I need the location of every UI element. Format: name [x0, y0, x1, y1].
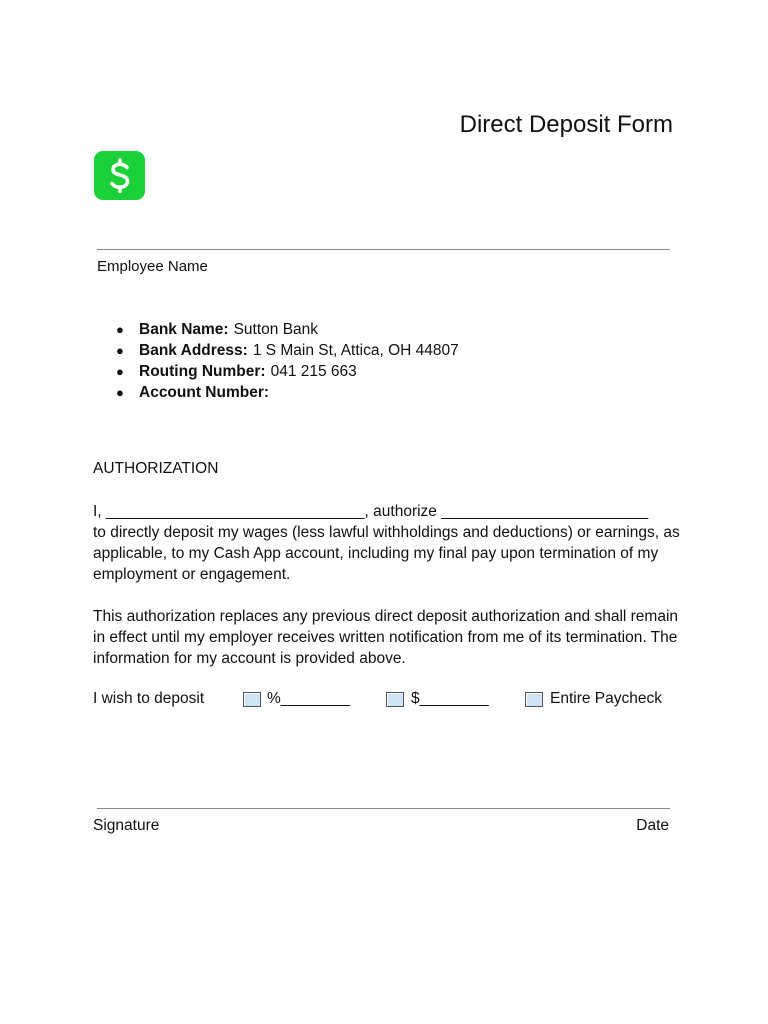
entire-paycheck-text: Entire Paycheck: [550, 690, 662, 707]
list-item: [116, 382, 459, 403]
deposit-label: I wish to deposit: [93, 690, 205, 707]
bullet-icon: ●: [116, 364, 124, 379]
authorization-text: to directly deposit my wages (less lawful withholdings and deductions) or earnings, as applicable, to my Cash App account, including my final pay upon termination of my employment or engagement.: [93, 524, 680, 583]
list-item: [116, 319, 459, 340]
entire-paycheck-checkbox[interactable]: [525, 692, 543, 707]
signature-line[interactable]: [97, 808, 670, 809]
bank-name-value: Sutton Bank: [233, 321, 319, 338]
employee-name-label: Employee Name: [97, 258, 208, 275]
date-label: Date: [636, 817, 669, 834]
employee-name-line[interactable]: [97, 249, 670, 250]
authorization-prefix: I,: [93, 503, 106, 520]
authorization-heading: AUTHORIZATION: [93, 460, 219, 477]
list-item: [116, 340, 459, 361]
authorization-paragraph: [93, 501, 693, 585]
employee-name-blank[interactable]: ______________________________: [105, 503, 365, 520]
percent-checkbox[interactable]: [243, 692, 261, 707]
authorization-mid: , authorize: [364, 503, 442, 520]
cash-app-logo: [94, 151, 145, 200]
bank-address-label: Bank Address:: [139, 342, 248, 359]
dollar-icon: [105, 158, 135, 194]
authorization-notice: This authorization replaces any previous direct deposit authorization and shall remain in effect until my employer receives written notification from me of its termination. The information for my account is provided above.: [93, 608, 679, 667]
bullet-icon: ●: [116, 343, 124, 358]
routing-number-value: 041 215 663: [270, 363, 357, 380]
signature-label: Signature: [93, 817, 160, 834]
deposit-options-row: [93, 690, 683, 712]
form-title: Direct Deposit Form: [459, 111, 673, 138]
amount-checkbox[interactable]: [386, 692, 404, 707]
bank-details-list: [116, 319, 459, 403]
bank-name-label: Bank Name:: [139, 321, 229, 338]
bank-address-value: 1 S Main St, Attica, OH 44807: [252, 342, 459, 359]
amount-option-text[interactable]: $________: [411, 690, 489, 707]
routing-number-label: Routing Number:: [139, 363, 266, 380]
bullet-icon: ●: [116, 322, 124, 337]
percent-option-text[interactable]: %________: [267, 690, 350, 707]
list-item: [116, 361, 459, 382]
account-number-label: Account Number:: [139, 384, 270, 401]
bullet-icon: ●: [116, 385, 124, 400]
employer-name-blank[interactable]: ________________________: [441, 503, 649, 520]
